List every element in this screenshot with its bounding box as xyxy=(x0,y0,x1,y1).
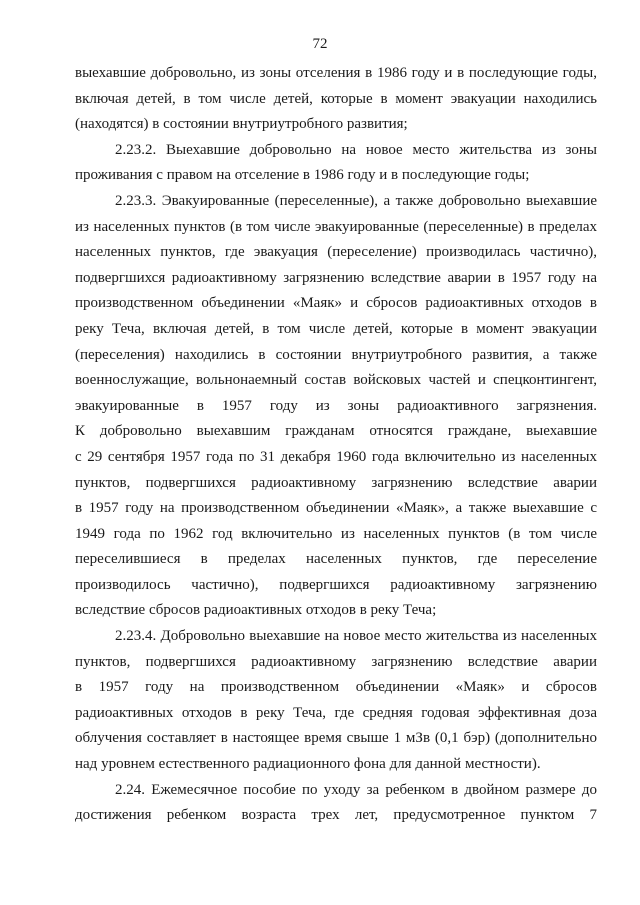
text-line: эвакуированные в 1957 году из зоны радиоактивного загрязнения. xyxy=(75,397,597,414)
text-line: достижения ребенком возраста трех лет, предусмотренное пунктом 7 xyxy=(75,807,597,824)
text-line: в 1957 году на производственном объединении «Маяк» и сбросов xyxy=(75,679,597,696)
text-line: с 29 сентября 1957 года по 31 декабря 1960 года включительно из населенных xyxy=(75,448,597,465)
document-body xyxy=(75,61,597,829)
text-line: (находятся) в состоянии внутриутробного развития; xyxy=(75,116,408,133)
text-line: населенных пунктов, где эвакуация (переселение) производилась частично), xyxy=(75,244,597,261)
text-line: в 1957 году на производственном объединении «Маяк», а также выехавшие с xyxy=(75,500,597,517)
text-line: радиоактивных отходов в реку Теча, где средняя годовая эффективная доза xyxy=(75,704,597,721)
text-line: 2.24. Ежемесячное пособие по уходу за ребенком в двойном размере до xyxy=(115,781,597,798)
text-line: вследствие сбросов радиоактивных отходов в реку Теча; xyxy=(75,602,437,619)
text-line: военнослужащие, вольнонаемный состав войсковых частей и спецконтингент, xyxy=(75,372,597,389)
text-line: реку Теча, включая детей, в том числе детей, которые в момент эвакуации xyxy=(75,320,597,337)
text-line: пунктов, подвергшихся радиоактивному загрязнению вследствие аварии xyxy=(75,653,597,670)
text-line: выехавшие добровольно, из зоны отселения в 1986 году и в последующие годы, xyxy=(75,65,597,81)
text-line: облучения составляет в настоящее время свыше 1 мЗв (0,1 бэр) (дополнительно xyxy=(75,730,597,747)
text-line: подвергшихся радиоактивному загрязнению вследствие аварии в 1957 году на xyxy=(75,269,597,286)
text-line: производилось частично), подвергшихся радиоактивному загрязнению xyxy=(75,576,597,593)
page-number: 72 xyxy=(312,36,328,52)
text-line: из населенных пунктов (в том числе эвакуированные (переселенные) в пределах xyxy=(75,218,597,235)
text-line: К добровольно выехавшим гражданам относятся граждане, выехавшие xyxy=(75,423,597,440)
text-line: 2.23.4. Добровольно выехавшие на новое место жительства из населенных xyxy=(115,628,597,645)
text-line: (переселения) находились в состоянии внутриутробного развития, а также xyxy=(75,346,597,363)
text-line: включая детей, в том числе детей, которые в момент эвакуации находились xyxy=(75,90,597,107)
text-line: 2.23.2. Выехавшие добровольно на новое место жительства из зоны xyxy=(115,141,597,158)
text-line: пунктов, подвергшихся радиоактивному загрязнению вследствие аварии xyxy=(75,474,597,491)
text-line: 1949 года по 1962 год включительно из населенных пунктов (в том числе xyxy=(75,525,597,542)
text-line: 2.23.3. Эвакуированные (переселенные), а также добровольно выехавшие xyxy=(115,192,597,209)
text-line: проживания с правом на отселение в 1986 году и в последующие годы; xyxy=(75,167,530,184)
text-line: переселившиеся в пределах населенных пунктов, где переселение xyxy=(75,551,597,568)
text-line: производственном объединении «Маяк» и сбросов радиоактивных отходов в xyxy=(75,295,597,312)
text-line: над уровнем естественного радиационного фона для данной местности). xyxy=(75,756,541,773)
